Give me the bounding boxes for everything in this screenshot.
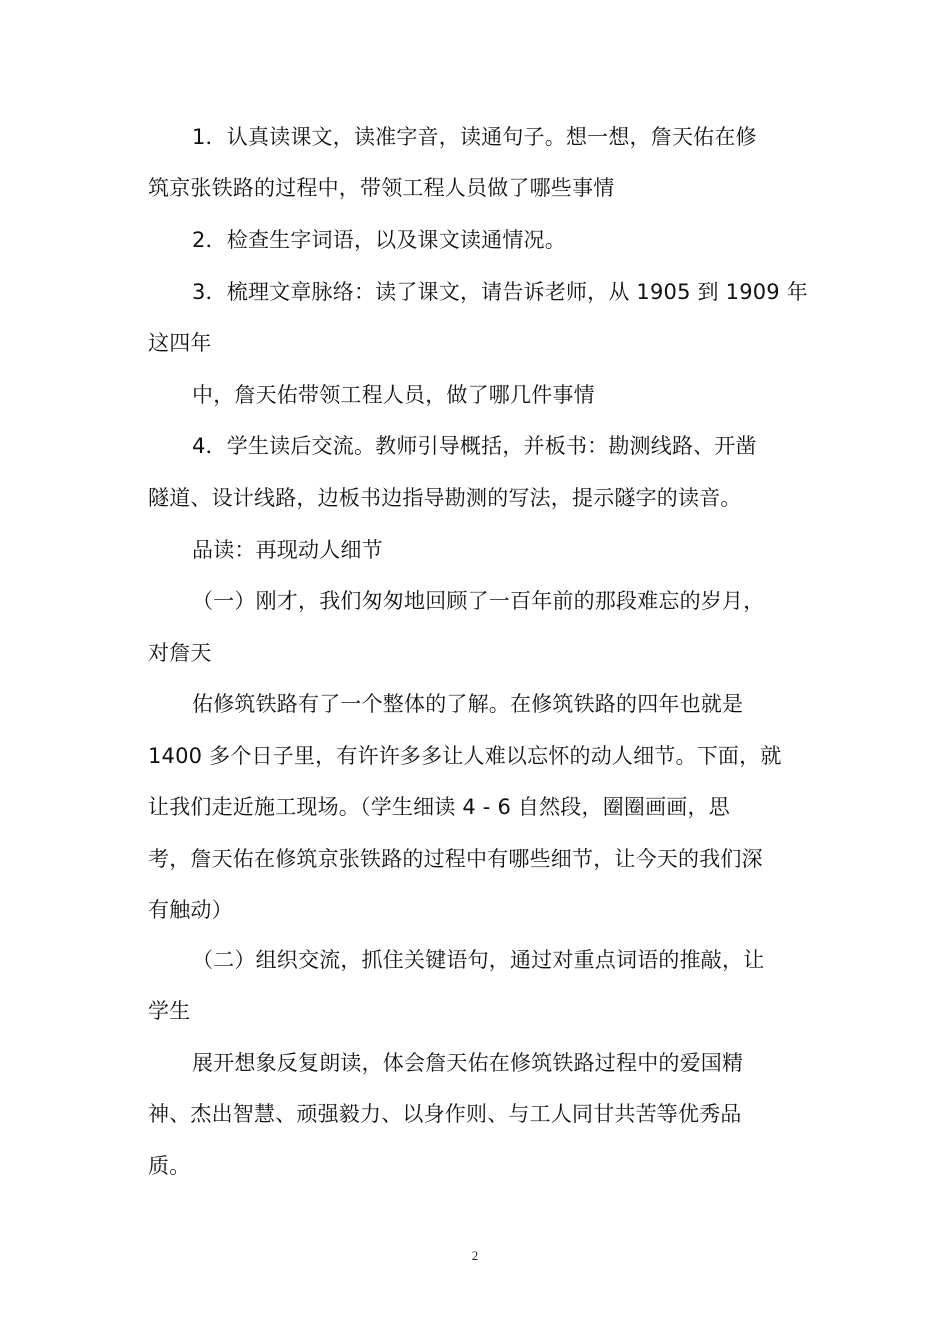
- paragraph-3-line-1: 3．梳理文章脉络：读了课文，请告诉老师，从 1905 到 1909 年: [192, 280, 808, 304]
- paragraph-5-line-2: 隧道、设计线路，边板书边指导勘测的写法，提示隧字的读音。: [148, 486, 742, 510]
- paragraph-7-line-1: 佑修筑铁路有了一个整体的了解。在修筑铁路的四年也就是: [192, 692, 744, 716]
- paragraph-9-line-3: 质。: [148, 1154, 191, 1178]
- paragraph-3-line-2: 这四年: [148, 331, 212, 355]
- paragraph-6-line-2: 对詹天: [148, 641, 212, 665]
- paragraph-7-line-3: 让我们走近施工现场。（学生细读 4 - 6 自然段，圈圈画画，思: [148, 795, 730, 819]
- page-number: 2: [471, 1248, 479, 1263]
- paragraph-1-line-1: 1．认真读课文，读准字音，读通句子。想一想，詹天佑在修: [192, 125, 757, 149]
- paragraph-7-line-5: 有触动）: [148, 898, 233, 922]
- paragraph-1-line-2: 筑京张铁路的过程中，带领工程人员做了哪些事情: [148, 176, 615, 200]
- paragraph-9-line-2: 神、杰出智慧、顽强毅力、以身作则、与工人同甘共苦等优秀品: [148, 1102, 742, 1126]
- paragraph-7-line-2: 1400 多个日子里，有许许多多让人难以忘怀的动人细节。下面，就: [148, 744, 782, 768]
- paragraph-8-line-2: 学生: [148, 999, 191, 1023]
- paragraph-2-line-1: 2．检查生字词语，以及课文读通情况。: [192, 228, 566, 252]
- section-heading: 品读：再现动人细节: [192, 538, 383, 562]
- paragraph-5-line-1: 4．学生读后交流。教师引导概括，并板书：勘测线路、开凿: [192, 434, 757, 458]
- paragraph-6-line-1: （一）刚才，我们匆匆地回顾了一百年前的那段难忘的岁月，: [192, 589, 765, 613]
- paragraph-7-line-4: 考，詹天佑在修筑京张铁路的过程中有哪些细节，让今天的我们深: [148, 847, 763, 871]
- paragraph-8-line-1: （二）组织交流，抓住关键语句，通过对重点词语的推敲，让: [192, 948, 765, 972]
- paragraph-9-line-1: 展开想象反复朗读，体会詹天佑在修筑铁路过程中的爱国精: [192, 1051, 744, 1075]
- paragraph-4-line-1: 中，詹天佑带领工程人员，做了哪几件事情: [192, 383, 595, 407]
